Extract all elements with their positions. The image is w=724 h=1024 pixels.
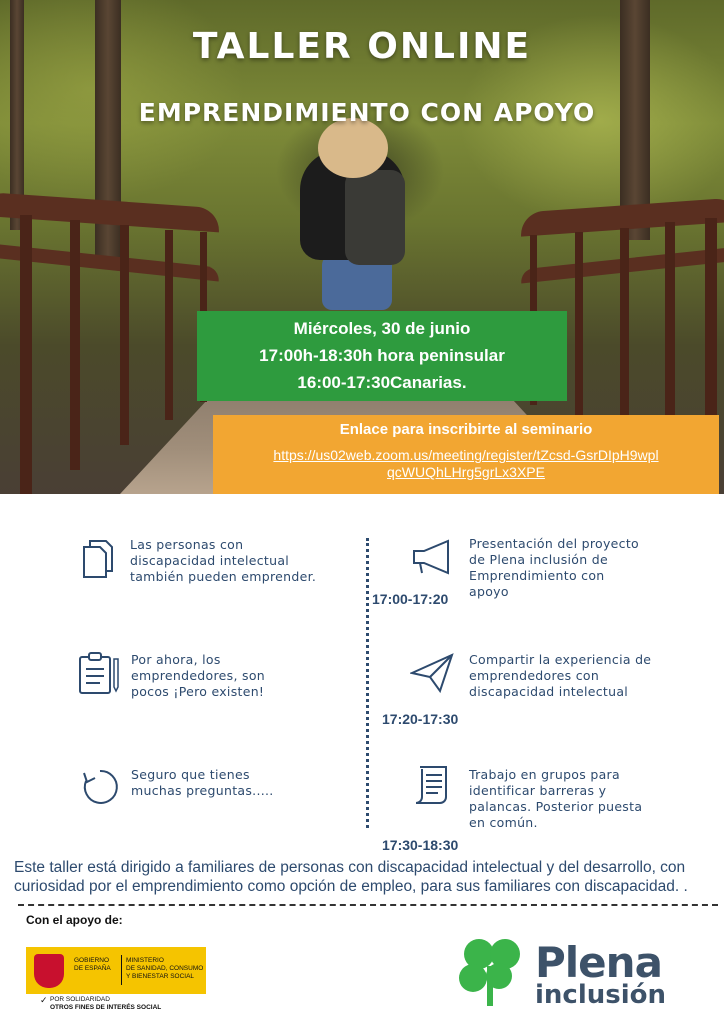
inclusion-wordmark: inclusión [535,980,667,1010]
registration-box [213,415,719,494]
left-item-text: Por ahora, los emprendedores, son pocos ¡Pero existen! [131,652,265,699]
solidarity-label: POR SOLIDARIDAD OTROS FINES DE INTERÉS SOCIAL [50,996,162,1011]
plena-inclusion-logo [455,936,695,1011]
plena-wordmark: Plena [535,938,662,987]
clipboard-icon [76,651,120,695]
date-time-box [197,311,567,401]
gobierno-espana-logo [26,947,206,994]
coat-of-arms-icon [34,954,64,988]
bridge-post [575,232,583,422]
clover-icon [455,936,527,1008]
date-line: Miércoles, 30 de junio [293,319,471,338]
ministry-name: MINISTERIO DE SANIDAD, CONSUMO Y BIENESTAR SOCIAL [126,957,204,980]
workshop-description: Este taller está dirigido a familiares de personas con discapacidad intelectual y del desarrollo, con curiosidad por el emprendimiento como opción de empleo, para sus familiares con discapacidad. . [14,859,688,895]
registration-link[interactable]: https://us02web.zoom.us/meeting/register/tZcsd-GsrDIpH9wplqcWUQhLHrg5grLx3XPE [273,447,659,480]
dashed-divider [18,904,718,906]
refresh-icon [78,765,122,809]
agenda-text: Presentación del proyecto de Plena inclusión de Emprendimiento con apoyo [469,536,639,599]
logo-divider [121,955,122,985]
support-label: Con el apoyo de: [26,913,123,927]
agenda-text: Compartir la experiencia de emprendedores con discapacidad intelectual [469,652,652,699]
megaphone-icon [410,535,454,579]
gov-name: GOBIERNO DE ESPAÑA [74,957,111,972]
bridge-post [165,230,173,420]
agenda-time: 17:30-18:30 [382,837,459,853]
documents-icon [78,537,122,581]
page-title: TALLER ONLINE [192,26,532,67]
bridge-post [120,225,129,445]
backpack [345,170,405,265]
scroll-icon [410,763,454,807]
bridge-post [70,220,80,470]
check-icon: ✓ [40,996,48,1006]
registration-label: Enlace para inscribirte al seminario [339,421,593,438]
left-item-text: Las personas con discapacidad intelectual también pueden emprender. [130,537,317,584]
canarias-time-line: 16:00-17:30Canarias. [297,373,467,392]
agenda-text: Trabajo en grupos para identificar barreras y palancas. Posterior puesta en común. [469,767,643,830]
paper-plane-icon [410,651,454,695]
left-item-text: Seguro que tienes muchas preguntas..... [131,767,274,798]
timeline-divider [366,538,369,828]
hero-photo [0,0,724,494]
agenda-time: 17:20-17:30 [382,711,459,727]
page-subtitle: EMPRENDIMIENTO CON APOYO [138,98,596,127]
agenda-time: 17:00-17:20 [372,591,449,607]
bridge-post [20,215,32,494]
person-hair [318,118,388,178]
peninsular-time-line: 17:00h-18:30h hora peninsular [259,346,505,365]
